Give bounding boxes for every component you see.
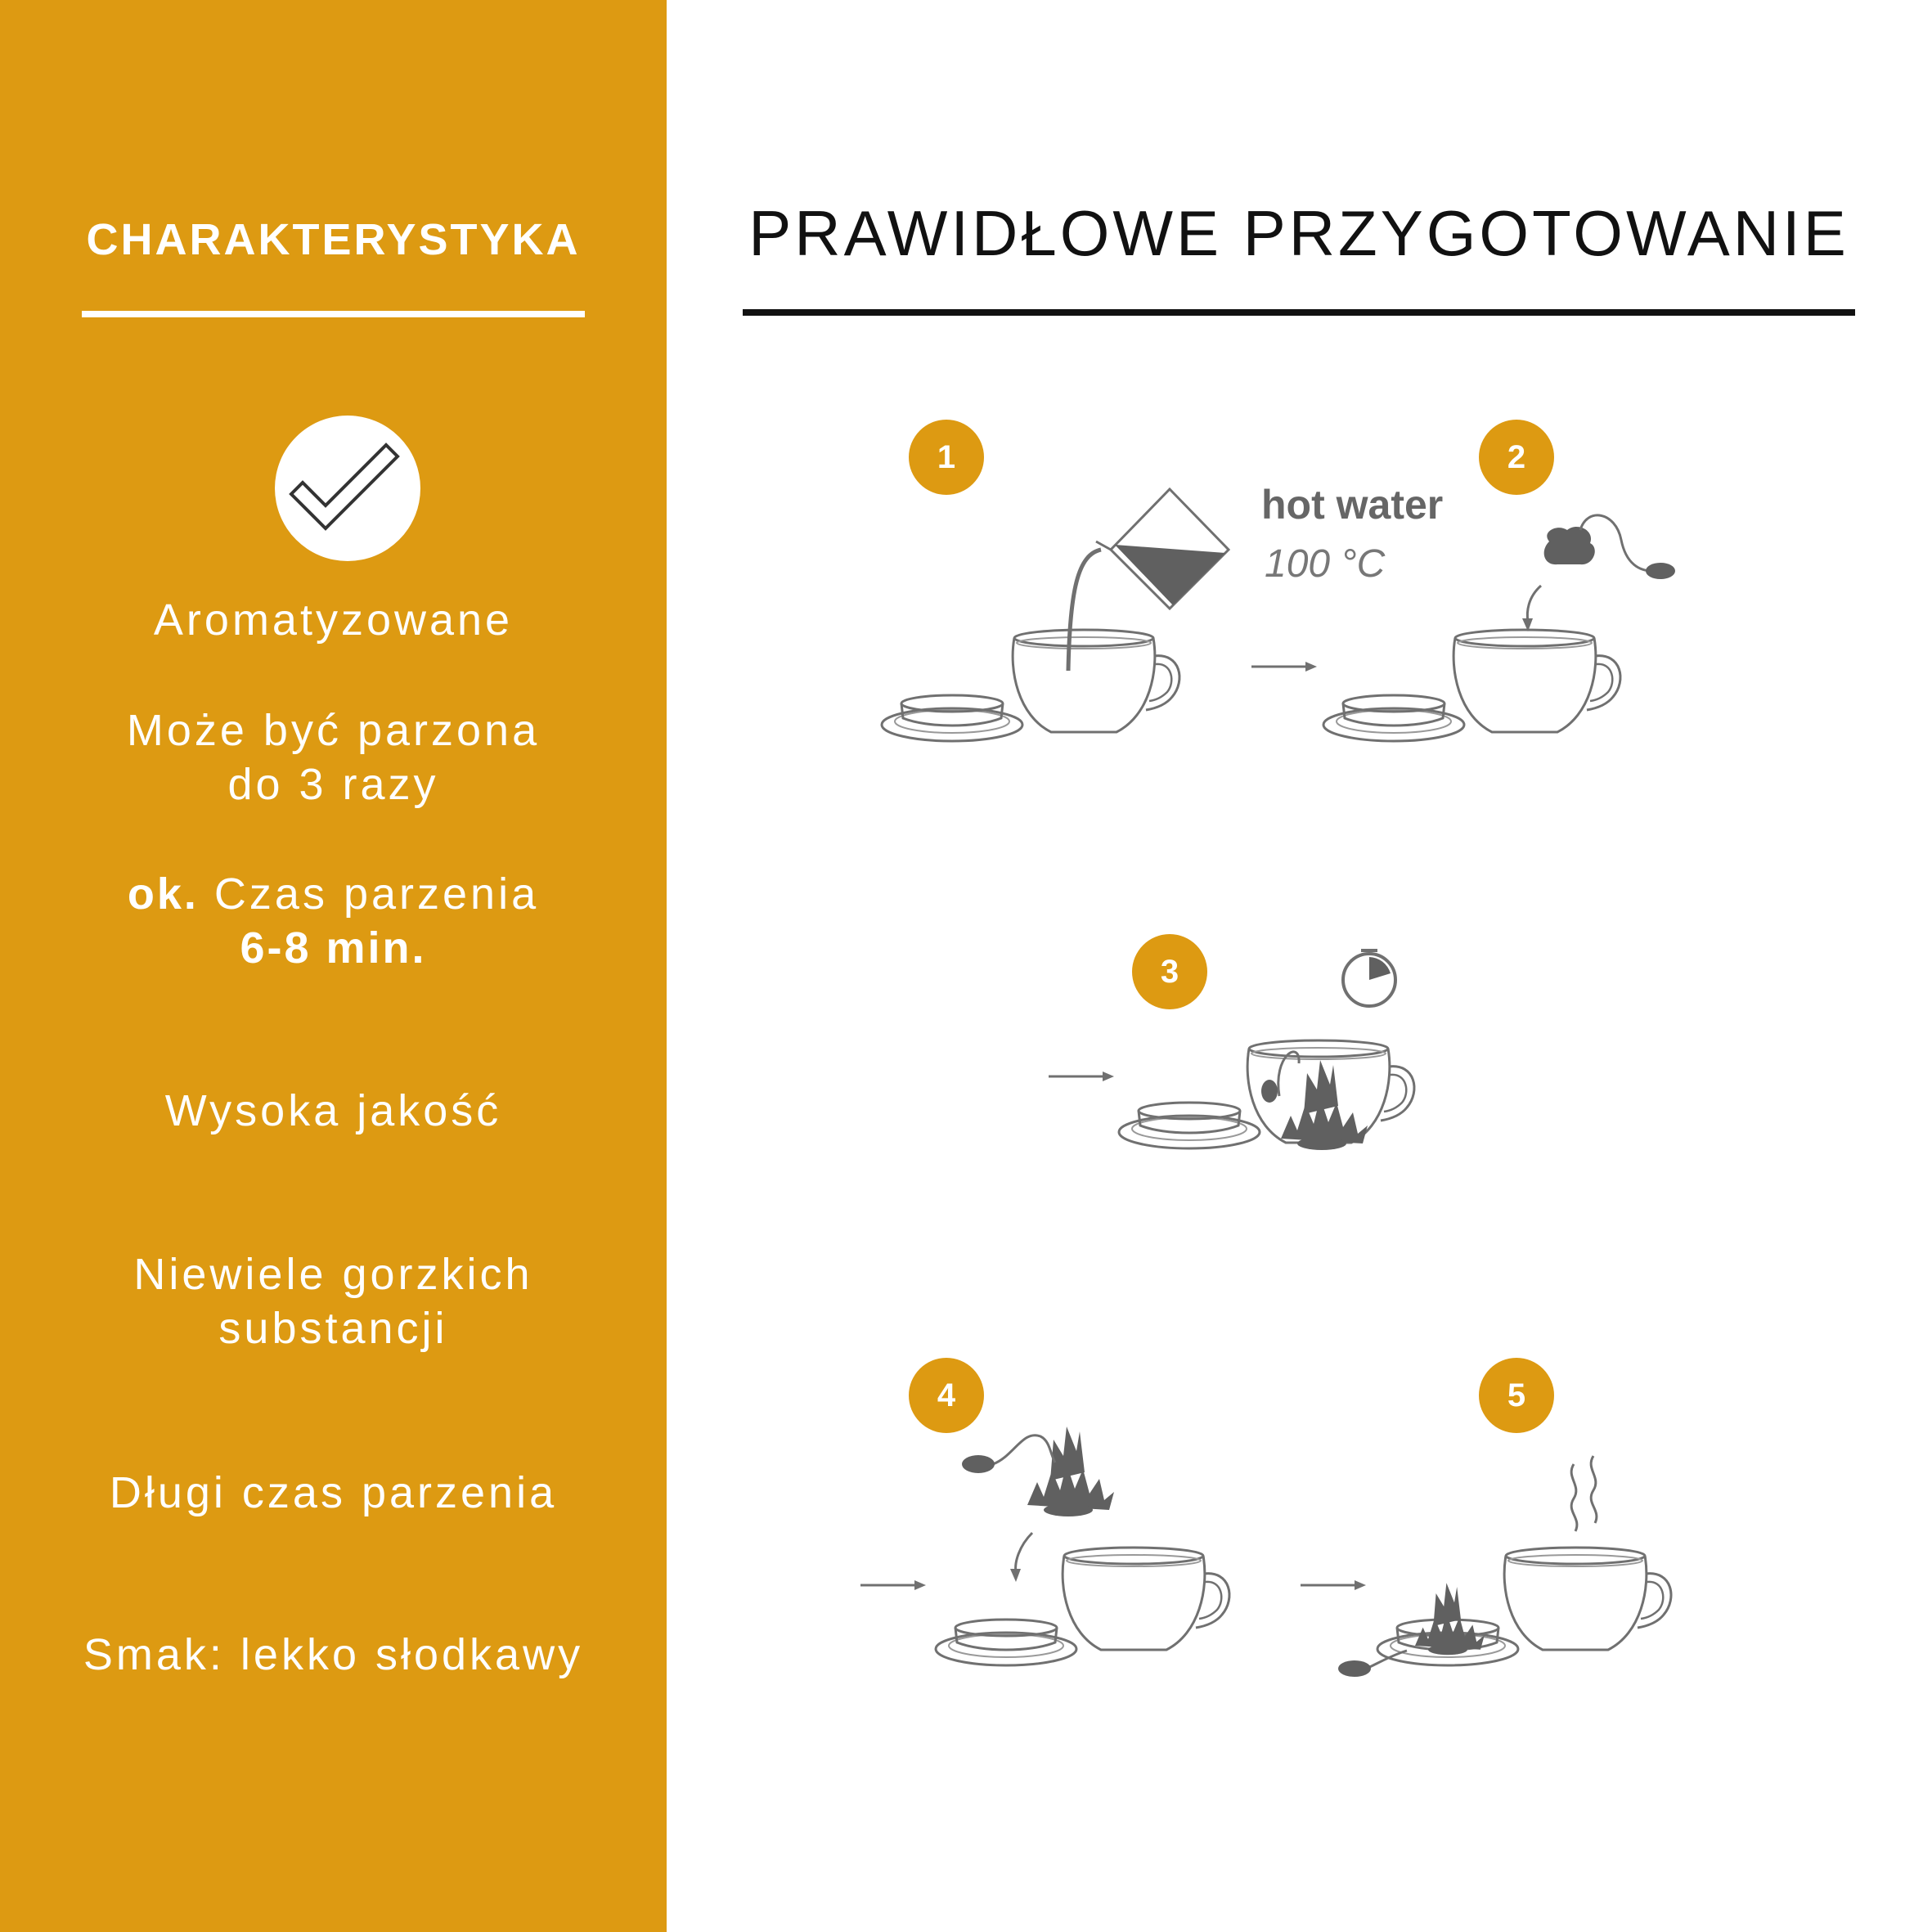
step-2-illustration	[1323, 515, 1675, 741]
characteristics-title: CHARAKTERYSTYKA	[86, 215, 581, 264]
water-temperature: 100 °C	[1265, 542, 1386, 586]
feature-text: Długi czas parzenia	[109, 1468, 558, 1517]
feature-text: Niewiele gorzkich	[133, 1250, 533, 1299]
feature-text: Aromatyzowane	[153, 595, 514, 645]
feature-text: Może być parzona	[126, 706, 541, 755]
preparation-title: PRAWIDŁOWE PRZYGOTOWANIE	[748, 197, 1849, 269]
feature-text: do 3 razy	[227, 760, 439, 809]
step-badge-3: 3	[1132, 934, 1207, 1009]
feature-value: 6-8 min.	[240, 923, 427, 973]
feature-text: Smak: lekko słodkawy	[83, 1630, 584, 1679]
step-4-illustration	[860, 1427, 1229, 1665]
step-badge-1: 1	[909, 420, 984, 495]
step-badge-4: 4	[909, 1358, 984, 1433]
feature-text: Wysoka jakość	[164, 1086, 502, 1135]
step-badge-5: 5	[1479, 1358, 1554, 1433]
step-1-illustration	[882, 489, 1317, 741]
step-3-illustration	[1049, 950, 1414, 1150]
step-5-illustration	[1301, 1456, 1671, 1677]
feature-text: Czas parzenia	[198, 869, 540, 919]
feature-text: substancji	[218, 1304, 448, 1353]
hot-water-label: hot water	[1261, 482, 1444, 528]
feature-prefix: ok.	[127, 869, 199, 919]
step-badge-2: 2	[1479, 420, 1554, 495]
